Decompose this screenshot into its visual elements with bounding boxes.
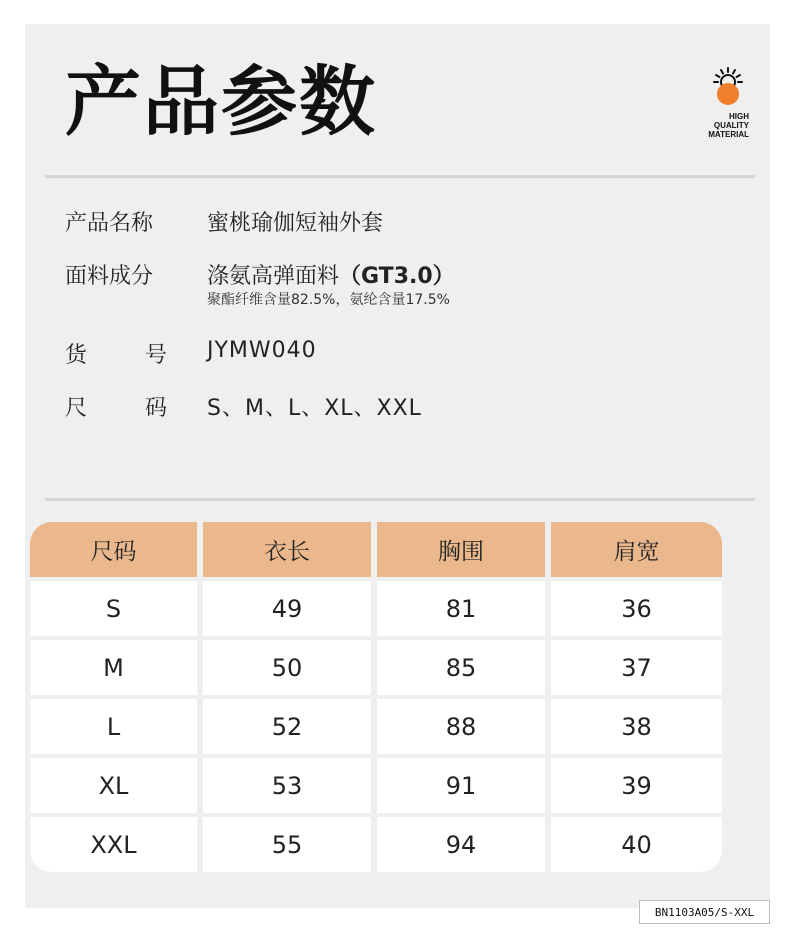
table-cell: 94	[377, 817, 545, 872]
table-cell: 85	[377, 640, 545, 695]
table-cell: 36	[551, 581, 722, 636]
table-header-shoulder: 肩宽	[551, 522, 722, 577]
table-cell: 88	[377, 699, 545, 754]
table-cell: XL	[30, 758, 197, 813]
fabric-name: 涤氨高弹面料	[207, 264, 340, 289]
table-header-length: 衣长	[203, 522, 371, 577]
quality-sun-icon	[713, 66, 743, 106]
badge-line-quality: QUALITY	[713, 121, 749, 130]
item-no-char-2: 号	[144, 343, 167, 368]
table-header-size: 尺码	[30, 522, 197, 577]
info-label-item-no	[65, 338, 167, 369]
table-cell: 53	[203, 758, 371, 813]
table-cell: 55	[203, 817, 371, 872]
table-cell: 49	[203, 581, 371, 636]
badge-text	[703, 112, 753, 139]
size-table	[30, 522, 722, 872]
info-value-fabric	[207, 259, 455, 290]
size-char-1: 尺	[65, 396, 88, 421]
product-code-tag: BN1103A05/S-XXL	[639, 900, 770, 924]
table-cell: 40	[551, 817, 722, 872]
top-divider	[45, 175, 755, 178]
item-no-char-1: 货	[65, 343, 88, 368]
badge-line-high: HIGH	[729, 112, 749, 121]
table-cell: 38	[551, 699, 722, 754]
bottom-divider	[45, 498, 755, 501]
page-title: 产品参数	[65, 57, 377, 146]
table-cell: 39	[551, 758, 722, 813]
fabric-tag: （GT3.0）	[339, 264, 455, 289]
table-cell: 81	[377, 581, 545, 636]
table-cell: 37	[551, 640, 722, 695]
table-cell: 52	[203, 699, 371, 754]
info-label-name: 产品名称	[65, 211, 154, 236]
table-cell: 50	[203, 640, 371, 695]
table-cell: 91	[377, 758, 545, 813]
quality-badge	[703, 66, 753, 139]
info-label-fabric: 面料成分	[65, 264, 154, 289]
info-label-size	[65, 391, 167, 422]
info-value-name: 蜜桃瑜伽短袖外套	[207, 211, 384, 236]
table-cell: XXL	[30, 817, 197, 872]
table-cell: S	[30, 581, 197, 636]
table-cell: L	[30, 699, 197, 754]
info-sub-fabric: 聚酯纤维含量82.5%，氨纶含量17.5%	[207, 292, 450, 308]
size-char-2: 码	[144, 396, 167, 421]
table-header-chest: 胸围	[377, 522, 545, 577]
info-value-item-no: JYMW040	[207, 338, 317, 363]
badge-line-material: MATERIAL	[708, 130, 749, 139]
table-cell: M	[30, 640, 197, 695]
info-value-size: S、M、L、XL、XXL	[207, 396, 422, 421]
